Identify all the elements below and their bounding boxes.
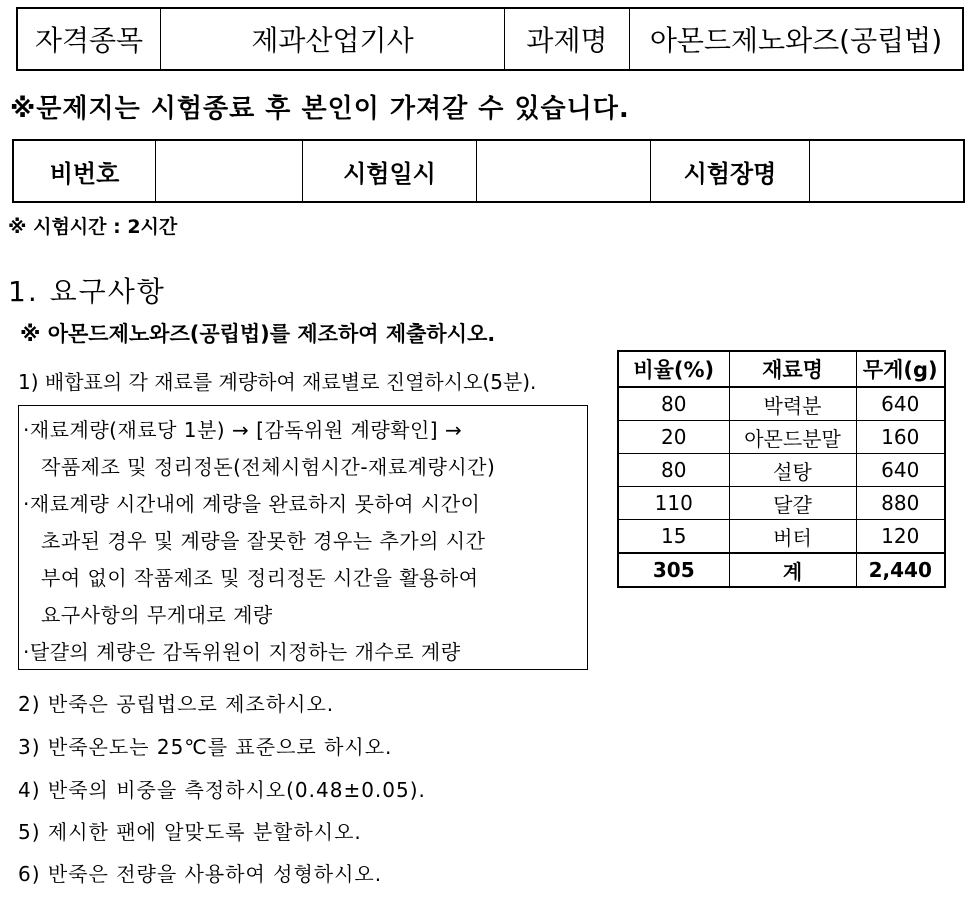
exam-date-value: [476, 141, 650, 201]
section-title: 1. 요구사항: [8, 275, 166, 308]
weight-cell: 880: [856, 487, 945, 520]
exam-info-table: [12, 139, 965, 203]
weight-cell: 160: [856, 421, 945, 454]
ratio-cell: 110: [618, 487, 729, 520]
id-number-label: 비번호: [49, 159, 120, 188]
note-line: 초과된 경우 및 계량을 잘못한 경우는 추가의 시간: [41, 529, 486, 553]
weighing-notes-box: [18, 405, 588, 670]
ratio-cell: 80: [618, 387, 729, 421]
weight-cell: 640: [856, 454, 945, 487]
exam-time: ※ 시험시간 : 2시간: [8, 216, 178, 238]
requirement-item-5: 5) 제시한 팬에 알맞도록 분할하시오.: [18, 820, 362, 844]
note-line: 작품제조 및 정리정돈(전체시험시간-재료계량시간): [41, 455, 496, 479]
note-line: ·달걀의 계량은 감독위원이 지정하는 개수로 계량: [23, 640, 461, 664]
total-ratio: 305: [618, 553, 729, 587]
main-instruction: ※ 아몬드제노와즈(공립법)를 제조하여 제출하시오.: [20, 322, 496, 346]
ratio-cell: 80: [618, 454, 729, 487]
note-line: ·재료계량 시간내에 계량을 완료하지 못하여 시간이: [23, 492, 481, 516]
id-number-value: [155, 141, 302, 201]
exam-date-label: 시험일시: [302, 141, 476, 201]
task-value: 아몬드제노와즈(공립법): [629, 9, 962, 69]
ingredient-cell: 버터: [729, 520, 856, 554]
ingredient-cell: 달걀: [729, 487, 856, 520]
requirement-item-6: 6) 반죽은 전량을 사용하여 성형하시오.: [18, 862, 383, 886]
ratio-cell: 15: [618, 520, 729, 554]
weight-cell: 640: [856, 387, 945, 421]
requirement-item-2: 2) 반죽은 공립법으로 제조하시오.: [18, 692, 335, 716]
exam-header-table: [16, 7, 964, 71]
weight-cell: 120: [856, 520, 945, 554]
ingredient-cell: 박력분: [729, 387, 856, 421]
requirement-item-3: 3) 반죽온도는 25℃를 표준으로 하시오.: [18, 735, 393, 759]
table-row: [618, 387, 945, 421]
ratio-cell: 20: [618, 421, 729, 454]
table-row: [618, 454, 945, 487]
table-row: [618, 520, 945, 554]
ingredient-cell: 설탕: [729, 454, 856, 487]
qualification-label: 자격종목: [34, 24, 144, 57]
table-row: [618, 487, 945, 520]
notice-text: ※문제지는 시험종료 후 본인이 가져갈 수 있습니다.: [10, 94, 630, 124]
header-ingredient: 재료명: [729, 351, 856, 387]
header-weight: 무게(g): [856, 351, 945, 387]
ingredient-cell: 아몬드분말: [729, 421, 856, 454]
total-weight: 2,440: [856, 553, 945, 587]
qualification-value: 제과산업기사: [160, 9, 504, 69]
total-row: [618, 553, 945, 587]
requirement-item-4: 4) 반죽의 비중을 측정하시오(0.48±0.05).: [18, 778, 426, 802]
task-label: 과제명: [504, 9, 629, 69]
table-row: [618, 421, 945, 454]
requirement-item-1: 1) 배합표의 각 재료를 계량하여 재료별로 진열하시오(5분).: [18, 370, 537, 394]
exam-place-value: [809, 141, 963, 201]
recipe-table: [617, 350, 946, 588]
header-ratio: 비율(%): [618, 351, 729, 387]
note-line: 요구사항의 무게대로 계량: [41, 603, 273, 627]
note-line: ·재료계량(재료당 1분) → [감독위원 계량확인] →: [23, 418, 463, 442]
total-label: 계: [729, 553, 856, 587]
exam-place-label: 시험장명: [650, 141, 809, 201]
note-line: 부여 없이 작품제조 및 정리정돈 시간을 활용하여: [41, 566, 479, 590]
